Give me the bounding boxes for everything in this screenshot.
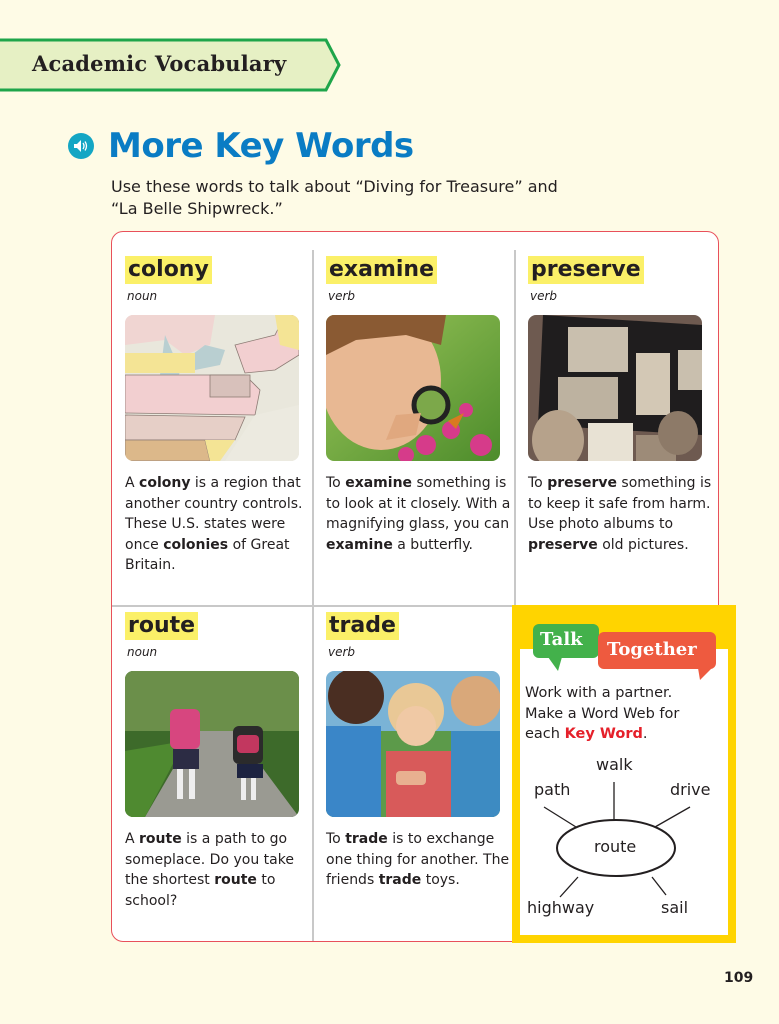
vocab-word: examine — [326, 256, 437, 284]
key-word-bold: preserve — [547, 475, 617, 491]
together-label: Together — [607, 639, 697, 660]
definition-text: A — [125, 831, 140, 847]
vocab-word: trade — [326, 612, 399, 640]
web-spoke-path: path — [534, 780, 571, 799]
definition-text: A — [125, 475, 140, 491]
key-word-bold: route — [214, 872, 257, 888]
key-word-highlight: Key Word — [564, 726, 643, 742]
colonial-map-photo — [125, 315, 299, 461]
part-of-speech: verb — [530, 289, 558, 303]
key-word-bold: examine — [326, 536, 393, 553]
definition-text: of Great Britain. — [125, 536, 290, 573]
vocab-word: preserve — [528, 256, 644, 284]
part-of-speech: verb — [328, 645, 356, 659]
web-spoke-walk: walk — [596, 755, 633, 774]
boys-trading-toys-photo — [326, 671, 500, 817]
definition — [528, 473, 716, 555]
definition — [125, 829, 313, 911]
part-of-speech: noun — [127, 289, 158, 303]
page-title: More Key Words — [108, 126, 414, 166]
key-word-bold: route — [139, 831, 182, 847]
speaker-icon[interactable] — [68, 133, 94, 159]
definition-text: old pictures. — [597, 536, 689, 553]
talk-together-box — [512, 605, 736, 943]
word-entry-examine — [326, 256, 514, 555]
definition-text: is a path to go someplace. Do you take the shortest — [125, 831, 294, 888]
word-entry-trade — [326, 612, 514, 891]
definition-text: To — [326, 475, 346, 491]
definition-text: something is to keep it safe from harm. Use photo albums to — [528, 475, 712, 532]
intro-line: “La Belle Shipwreck.” — [111, 199, 283, 218]
boy-magnifying-glass-photo — [326, 315, 500, 461]
web-spoke-sail: sail — [661, 898, 689, 917]
part-of-speech: verb — [328, 289, 356, 303]
girls-walking-path-photo — [125, 671, 299, 817]
definition-text: toys. — [421, 872, 460, 888]
key-word-bold: colony — [139, 475, 191, 491]
definition — [326, 473, 514, 555]
definition-text: something is to look at it closely. With a magnifying glass, you can — [326, 475, 511, 532]
web-center-route: route — [594, 837, 637, 856]
page-heading — [68, 126, 414, 166]
vocab-word: route — [125, 612, 198, 640]
part-of-speech: noun — [127, 645, 158, 659]
definition-text: To — [528, 475, 548, 491]
word-entry-route — [125, 612, 313, 911]
key-word-bold: examine — [345, 475, 413, 491]
definition-text: is a region that another country controls. These U.S. states were once — [125, 475, 303, 553]
definition — [326, 829, 514, 891]
web-spoke-drive: drive — [670, 780, 711, 799]
section-banner — [0, 38, 342, 92]
word-entry-preserve — [528, 256, 716, 555]
instruction-line: Work with a partner. — [525, 685, 673, 701]
vocab-word: colony — [125, 256, 212, 284]
intro-line: Use these words to talk about “Diving for Treasure” and — [111, 177, 558, 196]
key-word-bold: preserve — [528, 536, 598, 553]
intro-text — [111, 176, 591, 220]
photo-album-photo — [528, 315, 702, 461]
instruction-text: each — [525, 726, 565, 742]
divider — [514, 250, 516, 605]
definition-text: a butterfly. — [392, 536, 473, 553]
definition-text: to school? — [125, 872, 276, 909]
instruction-line: Make a Word Web for — [525, 705, 680, 722]
key-word-bold: colonies — [163, 536, 229, 553]
page-number: 109 — [724, 970, 754, 986]
banner-label: Academic Vocabulary — [32, 51, 287, 76]
definition-text: To — [326, 831, 346, 847]
instruction-text: . — [642, 726, 648, 742]
definition — [125, 473, 313, 576]
definition-text: is to exchange one thing for another. The friends — [326, 831, 510, 888]
word-web-diagram — [512, 605, 736, 943]
talk-label: Talk — [540, 629, 583, 650]
key-word-bold: trade — [378, 872, 422, 888]
key-word-bold: trade — [345, 831, 388, 847]
word-entry-colony — [125, 256, 313, 576]
web-spoke-highway: highway — [527, 898, 595, 917]
